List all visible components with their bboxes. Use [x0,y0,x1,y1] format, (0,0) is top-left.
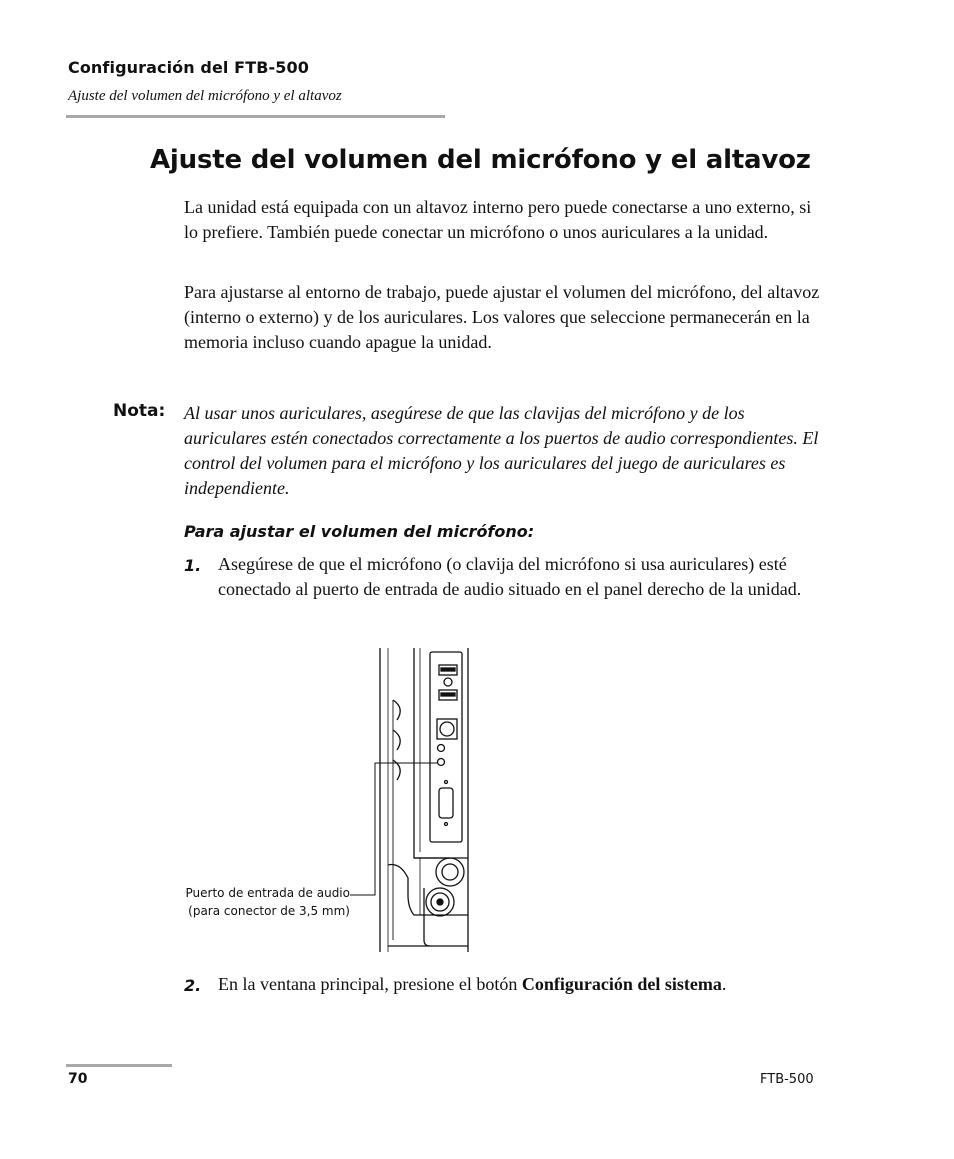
step-text [218,972,828,997]
running-header-section: Ajuste del volumen del micrófono y el altavoz [68,88,342,104]
port-led-icon [444,678,452,686]
step-number: 2. [184,976,202,995]
step-text: Asegúrese de que el micrófono (o clavija del micrófono si usa auriculares) esté conectado al puerto de entrada de audio situado en el panel derecho de la unidad. [218,554,802,599]
connector-plate [430,652,462,842]
step-text-end: . [721,974,727,994]
page-number: 70 [68,1071,88,1087]
body-paragraph: Para ajustarse al entorno de trabajo, puede ajustar el volumen del micrófono, del altavoz (interno o externo) y de los auriculares. Los valores que seleccione permanecerán en la memoria incluso cuando apague la unidad. [184,282,820,352]
callout-leader-line [350,763,437,895]
figure-callout-label: Puerto de entrada de audio (para conector de 3,5 mm) [185,886,350,918]
procedure-title: Para ajustar el volumen del micrófono: [184,522,535,541]
step-number: 1. [184,556,202,575]
power-connector-icon [436,858,464,886]
note-text: Al usar unos auriculares, asegúrese de que las clavijas del micrófono y de los auriculares estén conectados correctamente a los puertos de audio correspondientes. El control del volumen para el micrófono y los auriculares del juego de auriculares es independiente. [184,403,819,498]
audio-in-jack-icon [438,759,445,766]
audio-jack-icon [438,745,445,752]
side-button [393,700,400,720]
housing-bottom [388,865,468,915]
running-header-chapter: Configuración del FTB-500 [68,58,309,77]
document-name: FTB-500 [760,1072,814,1087]
page-title: Ajuste del volumen del micrófono y el altavoz [150,145,811,175]
step-text-plain: En la ventana principal, presione el botón [218,974,522,994]
footer-rule [66,1064,172,1067]
serial-port-icon [439,788,453,818]
header-rule [66,115,445,118]
system-config-button-reference: Configuración del sistema [521,974,722,994]
note-label: Nota: [113,401,166,421]
body-paragraph: La unidad está equipada con un altavoz interno pero puede conectarse a uno externo, si lo prefiere. También puede conectar un micrófono o unos auriculares a la unidad. [184,197,812,242]
side-button [393,730,400,750]
